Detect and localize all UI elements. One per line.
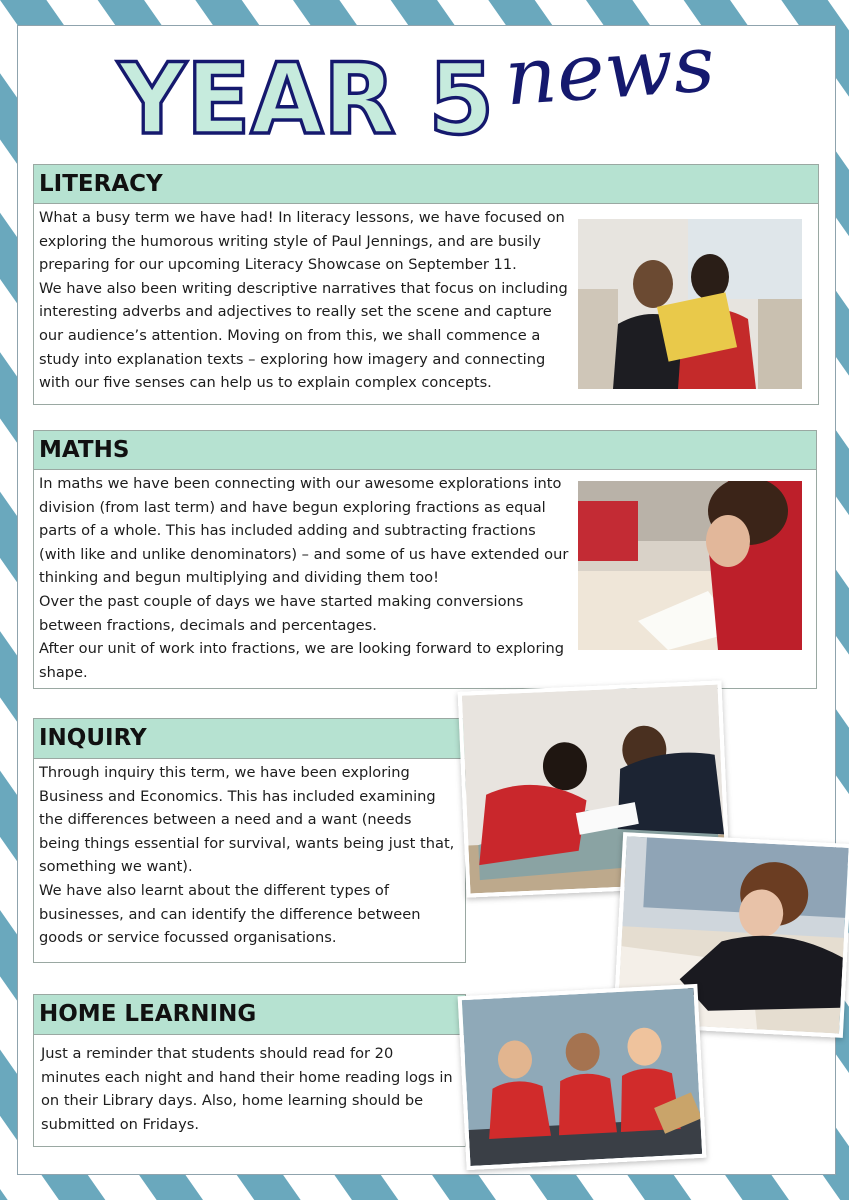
literacy-heading: LITERACY xyxy=(33,164,819,204)
maths-paragraph-2: Over the past couple of days we have started making conversions between fractions, decimals and percentages. xyxy=(39,592,524,634)
home-learning-heading: HOME LEARNING xyxy=(33,994,466,1035)
maths-heading: MATHS xyxy=(33,430,817,470)
title-main: YEAR 5 xyxy=(117,43,494,157)
inquiry-paragraph-1: Through inquiry this term, we have been exploring Business and Economics. This has included examining the differences between a need and a want (needs being things essential for survival, wants being just that, something we want). xyxy=(39,764,455,876)
newsletter-title xyxy=(0,0,849,160)
three-students-smiling-photo xyxy=(458,984,707,1170)
home-learning-body xyxy=(33,1034,466,1147)
title-script: news xyxy=(501,19,711,124)
home-learning-paragraph-1: Just a reminder that students should read for 20 minutes each night and hand their home reading logs in on their Library days. Also, home learning should be submitted on Fridays. xyxy=(41,1045,453,1133)
literacy-paragraph-2: We have also been writing descriptive narratives that focus on including interesting adverbs and adjectives to really set the scene and capture our audience’s attention. Moving on from this, we shall commence a study into explanation texts – exploring how imagery and connecting with our five senses can help us to explain complex concepts. xyxy=(39,279,568,392)
two-students-reading-photo xyxy=(578,219,802,389)
maths-paragraph-3: After our unit of work into fractions, we are looking forward to exploring shape. xyxy=(39,640,565,681)
maths-paragraph-1: In maths we have been connecting with our awesome explorations into division (from last term) and have begun exploring fractions as equal parts of a whole. This has included adding and subtracting fractions (with like and unlike denominators) – and some of us have extended our thinking and begun multiplying and dividing them too! xyxy=(39,475,569,587)
inquiry-body xyxy=(33,758,466,963)
inquiry-paragraph-2: We have also learnt about the different types of businesses, and can identify the difference between goods or service focussed organisations. xyxy=(39,881,421,947)
literacy-paragraph-1: What a busy term we have had! In literacy lessons, we have focused on exploring the humorous writing style of Paul Jennings, and are busily preparing for our upcoming Literacy Showcase on September 11. xyxy=(39,209,565,274)
student-writing-fractions-photo xyxy=(578,481,802,650)
inquiry-heading: INQUIRY xyxy=(33,718,466,759)
